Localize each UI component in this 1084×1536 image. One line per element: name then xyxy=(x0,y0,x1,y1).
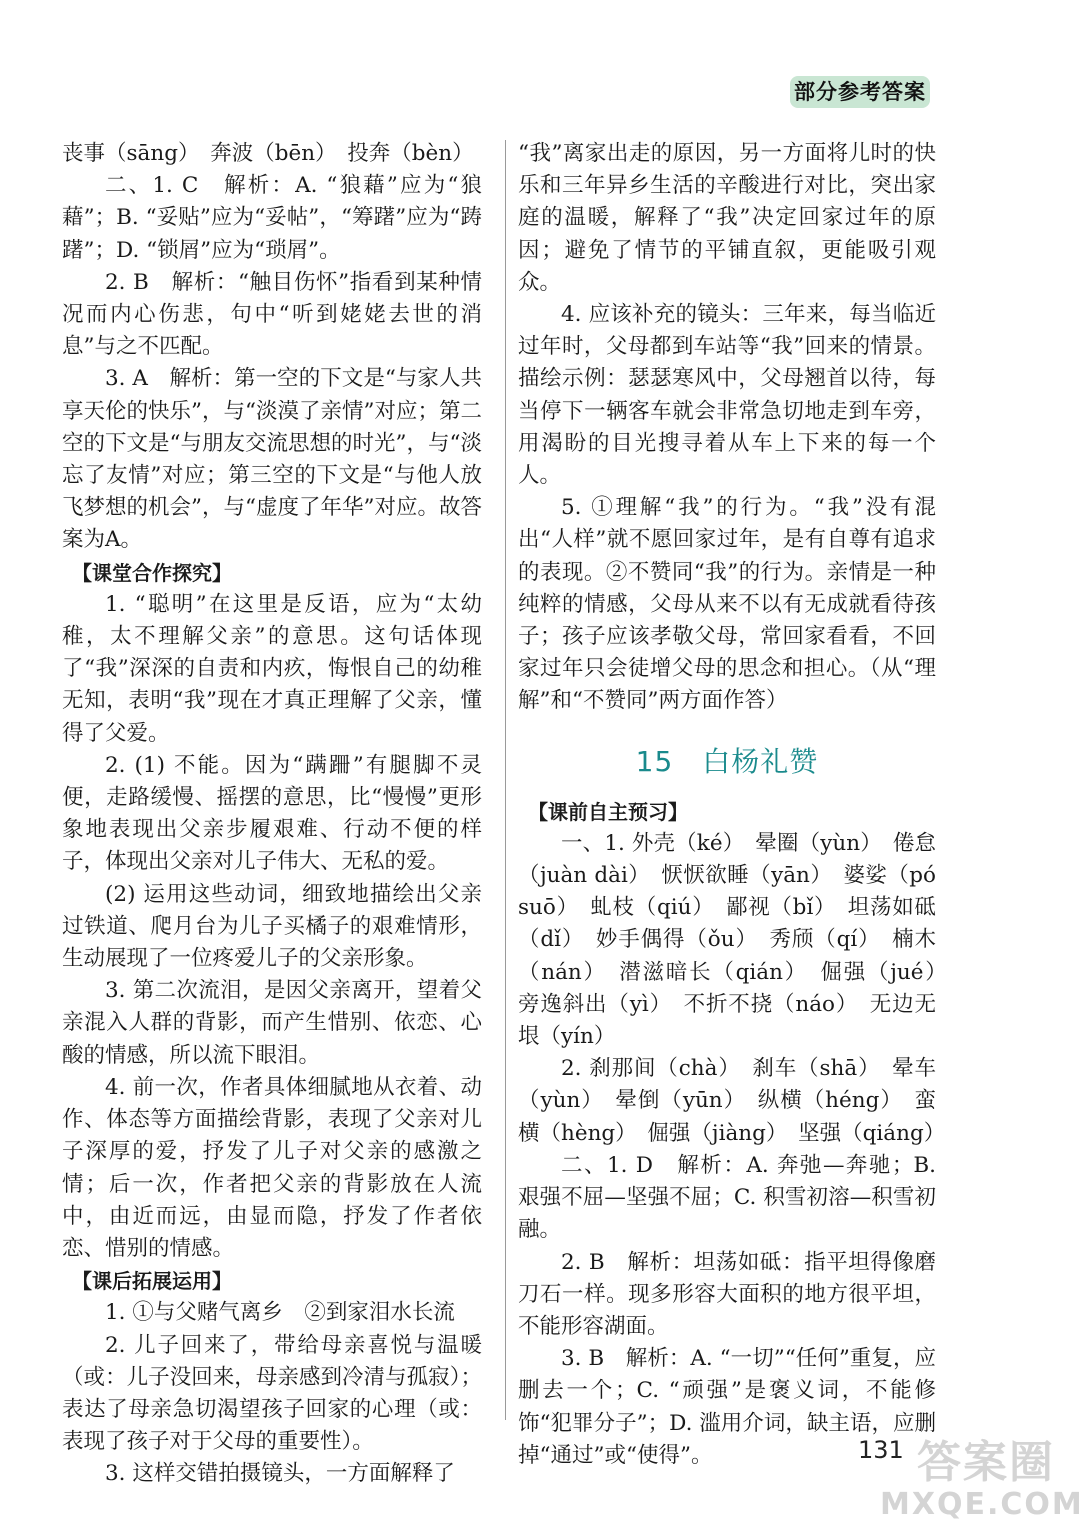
answer-paragraph: 1. “聪明”在这里是反语，应为“太幼稚，太不理解父亲”的意思。这句话体现了“我”深深的自责和内疚，悔恨自己的幼稚无知，表明“我”现在才真正理解了父亲，懂得了父爱。 xyxy=(62,591,482,746)
answer-paragraph: 4. 应该补充的镜头：三年来，每当临近过年时，父母都到车站等“我”回来的情景。描绘示例：瑟瑟寒风中，父母翘首以待，每当停下一辆客车就会非常急切地走到车旁，用渴盼的目光搜寻着从车上下来的每一个人。 xyxy=(518,302,936,489)
answer-paragraph: 5. ①理解“我”的行为。“我”没有混出“人样”就不愿回家过年，是有自尊有追求的表现。②不赞同“我”的行为。亲情是一种纯粹的情感，父母从来不以有无成就看待孩子；孩子应该孝敬父母，常回家看看，不回家过年只会徒增父母的思念和担心。（从“理解”和“不赞同”两方面作答） xyxy=(518,495,936,714)
answer-paragraph: 2. B 解析：坦荡如砥：指平坦得像磨刀石一样。现多形容大面积的地方很平坦，不能形容湖面。 xyxy=(518,1249,936,1339)
answer-paragraph: 2. (1) 不能。因为“蹒跚”有腿脚不灵便，走路缓慢、摇摆的意思，比“慢慢”更形象地表现出父亲步履艰难、行动不便的样子，体现出父亲对儿子伟大、无私的爱。 xyxy=(62,752,482,875)
answer-paragraph: 4. 前一次，作者具体细腻地从衣着、动作、体态等方面描绘背影，表现了父亲对儿子深厚的爱，抒发了儿子对父亲的感激之情；后一次，作者把父亲的背影放在人流中，由近而远，由显而隐，抒发了作者依恋、惜别的情感。 xyxy=(62,1074,482,1261)
lesson-title: 15 白杨礼赞 xyxy=(635,744,819,778)
left-column xyxy=(62,138,482,1491)
answer-paragraph: 丧事（sāng） 奔波（bēn） 投奔（bèn） xyxy=(62,141,474,166)
answer-paragraph: (2) 运用这些动词，细致地描绘出父亲过铁道、爬月台为儿子买橘子的艰难情形，生动展现了一位疼爱儿子的父亲形象。 xyxy=(62,881,482,972)
section-heading: 【课前自主预习】 xyxy=(528,799,688,824)
section-badge: 部分参考答案 xyxy=(790,76,930,108)
answer-paragraph: “我”离家出走的原因，另一方面将儿时的快乐和三年异乡生活的辛酸进行对比，突出家庭的温暖，解释了“我”决定回家过年的原因；避免了情节的平铺直叙，更能吸引观众。 xyxy=(518,141,936,295)
answer-paragraph: 二、1. C 解析：A. “狼藉”应为“狼藉”；B. “妥贴”应为“妥帖”，“筹躇”应为“踌躇”；D. “锁屑”应为“琐屑”。 xyxy=(62,173,482,263)
watermark-url: MXQE.COM xyxy=(880,1487,1084,1522)
answer-paragraph: 二、1. D 解析：A. 奔弛—奔驰；B. 艰强不屈—坚强不屈；C. 积雪初溶—积雪初融。 xyxy=(518,1152,936,1243)
section-heading: 【课后拓展运用】 xyxy=(72,1269,232,1294)
answer-paragraph: 3. 第二次流泪，是因父亲离开，望着父亲混入人群的背影，而产生惜别、依恋、心酸的情感，所以流下眼泪。 xyxy=(62,978,482,1068)
answer-paragraph: 一、1. 外壳（ké） 晕圈（yùn） 倦怠（juàn dài） 恹恹欲睡（yān） 婆娑（pó suō） 虬枝（qiú） 鄙视（bǐ） 坦荡如砥（dǐ） 妙手偶得（ǒu） 秀颀（qí） 楠木（nán） 潜滋暗长（qián） 倔强（jué） 旁逸斜出（yì） 不折不挠（náo） 无边无垠（yín） xyxy=(518,830,958,1050)
section-heading: 【课堂合作探究】 xyxy=(72,560,232,585)
page-number: 131 xyxy=(858,1436,904,1464)
answer-paragraph: 3. 这样交错拍摄镜头，一方面解释了 xyxy=(105,1461,455,1487)
answer-paragraph: 3. A 解析：第一空的下文是“与家人共享天伦的快乐”，与“淡漠了亲情”对应；第二空的下文是“与朋友交流思想的时光”，与“淡忘了友情”对应；第三空的下文是“与他人放飞梦想的机会”，与“虚度了年华”对应。故答案为A。 xyxy=(62,366,482,553)
answer-paragraph: 3. B 解析：A. “一切”“任何”重复，应删去一个；C. “顽强”是褒义词，不能修饰“犯罪分子”；D. 滥用介词，缺主语，应删掉“通过”或“使得”。 xyxy=(518,1346,936,1468)
answer-paragraph: 2. 刹那间（chà） 刹车（shā） 晕车（yùn） 晕倒（yūn） 纵横（héng） 蛮横（hèng） 倔强（jiàng） 坚强（qiáng） xyxy=(518,1056,946,1146)
watermark-text: 答案圈 xyxy=(917,1437,1055,1488)
answer-paragraph: 1. ①与父赌气离乡 ②到家泪水长流 xyxy=(105,1300,455,1326)
answer-paragraph: 2. B 解析：“触目伤怀”指看到某种情况而内心伤悲，句中“听到姥姥去世的消息”与之不匹配。 xyxy=(62,269,482,360)
answer-paragraph: 2. 儿子回来了，带给母亲喜悦与温暖（或：儿子没回来，母亲感到冷清与孤寂）；表达了母亲急切渴望孩子回家的心理（或：表现了孩子对于父母的重要性）。 xyxy=(62,1332,482,1455)
column-divider xyxy=(505,140,506,1420)
right-column xyxy=(518,138,958,1472)
